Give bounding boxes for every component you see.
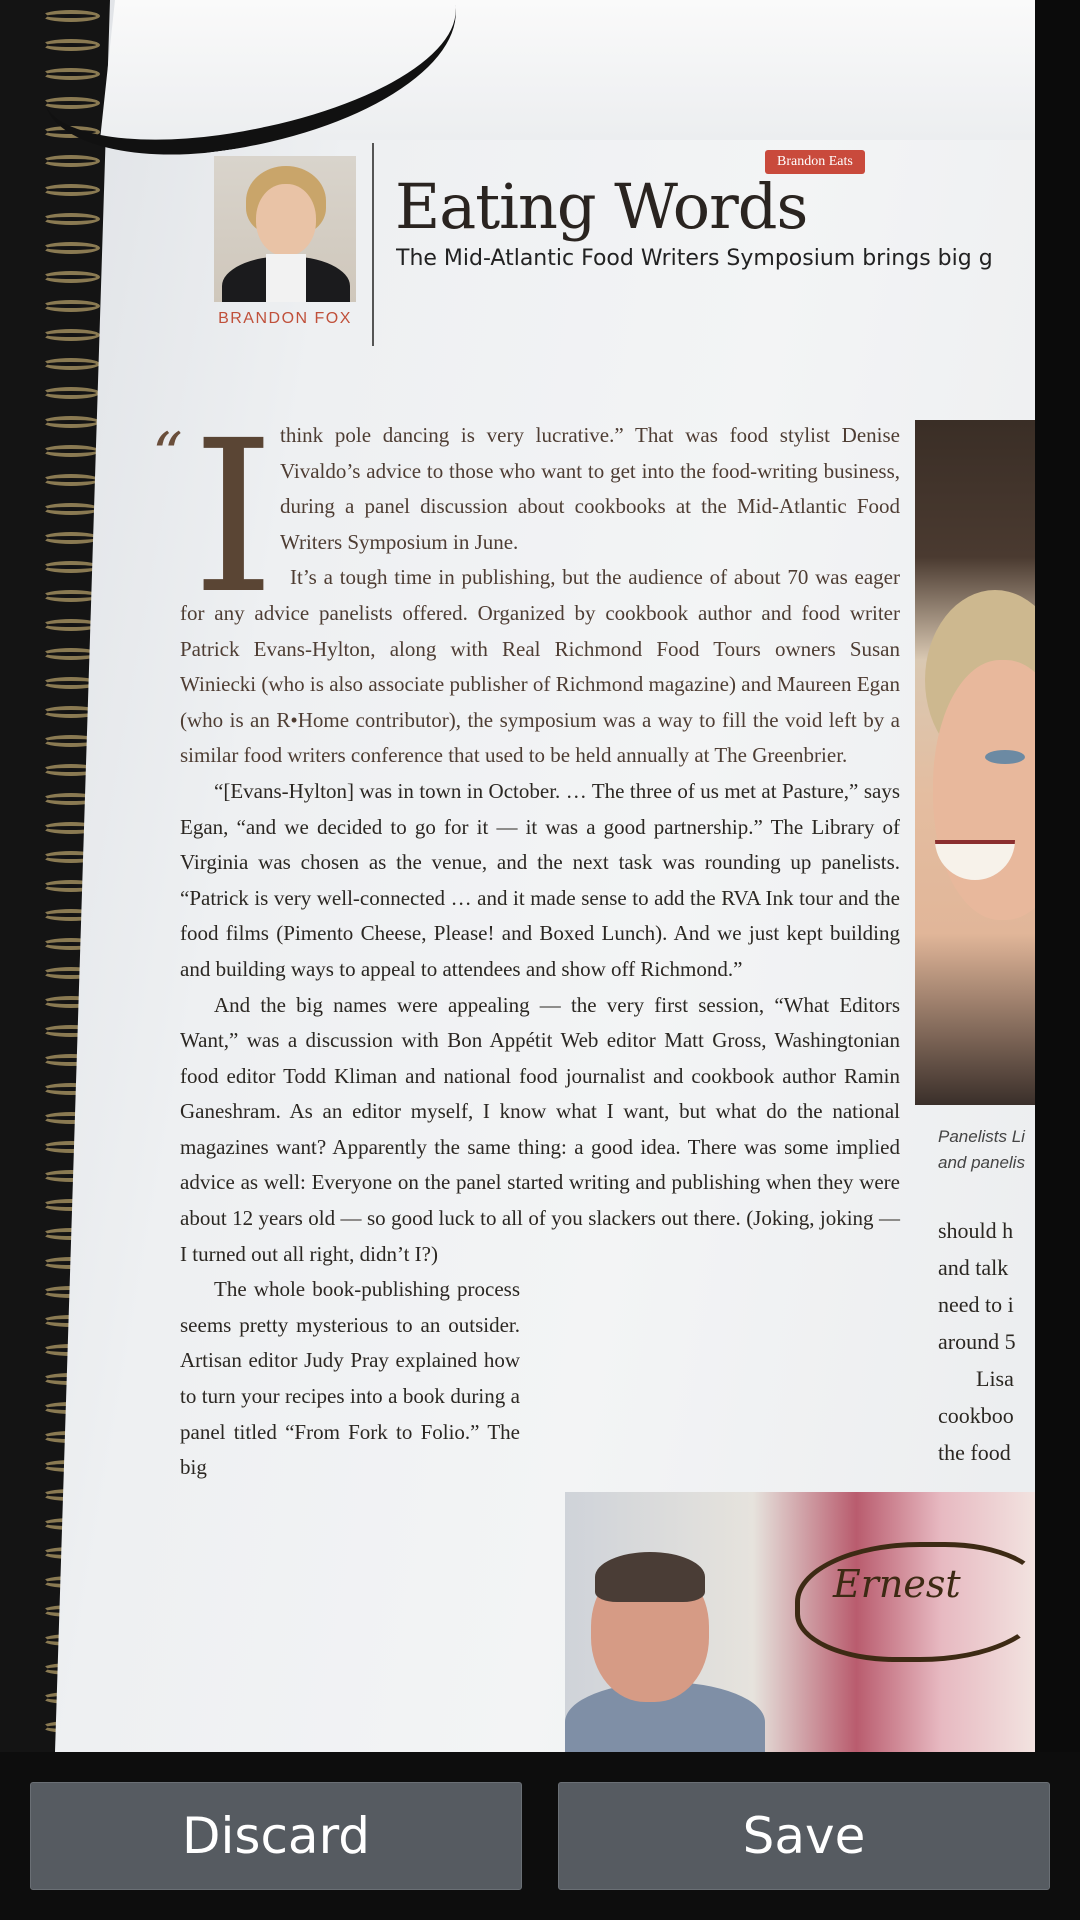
binding-coil bbox=[42, 358, 100, 370]
binding-coil bbox=[42, 300, 100, 312]
binding-coil bbox=[42, 445, 100, 457]
binding-coil bbox=[42, 387, 100, 399]
event-photo bbox=[565, 1492, 1035, 1752]
binding-coil bbox=[42, 416, 100, 428]
caption-line: Panelists Li bbox=[938, 1127, 1025, 1146]
binding-coil bbox=[42, 329, 100, 341]
paragraph-4: And the big names were appealing — the very first session, “What Editors Want,” was a discussion with Bon Appétit Web editor Matt Gross, Washingtonian food editor Todd Kliman and national food journalist and cookbook author Ramin Ganeshram. As an editor myself, I know what I want, but what do the national magazines want? Apparently the same thing: a good idea. There was some implied advice as well: Everyone on the panel started writing and publishing when they were about 12 years old — so good luck to all of you slackers out there. (Joking, joking — I turned out all right, didn’t I?) bbox=[180, 992, 900, 1266]
caption-line: and panelis bbox=[938, 1153, 1025, 1172]
side-line: around 5 bbox=[938, 1329, 1016, 1354]
author-name: BRANDON FOX bbox=[218, 310, 352, 327]
paragraph-1: think pole dancing is very lucrative.” That was food stylist Denise Vivaldo’s advice to those who want to get into the food-writing business, during a panel discussion about cookbooks at the Mid-Atlantic Food Writers Symposium in June. bbox=[280, 423, 900, 554]
side-line: and talk bbox=[938, 1255, 1009, 1280]
binding-coil bbox=[42, 184, 100, 196]
binding-coil bbox=[42, 561, 100, 573]
photo-caption bbox=[938, 1124, 1038, 1176]
side-line: the food bbox=[938, 1440, 1011, 1465]
open-quote-mark: “ bbox=[152, 420, 183, 490]
discard-button[interactable]: Discard bbox=[30, 1782, 522, 1890]
panelist-photo bbox=[915, 420, 1035, 1105]
side-line: should h bbox=[938, 1218, 1014, 1243]
column-tag: Brandon Eats bbox=[765, 150, 865, 174]
binding-coil bbox=[42, 503, 100, 515]
paragraph-2: It’s a tough time in publishing, but the audience of about 70 was eager for any advice panelists offered. Organized by cookbook author and food writer Patrick Evans-Hylton, along with Real Richmond Food Tours owners Susan Winiecki (who is also associate publisher of Richmond magazine) and Maureen Egan (who is an R•Home contributor), the symposium was a way to fill the void left by a similar food writers conference that used to be held annually at The Greenbrier. bbox=[180, 565, 900, 768]
drop-cap: I bbox=[192, 395, 275, 640]
article-title: Eating Words bbox=[395, 170, 808, 243]
side-line: need to i bbox=[938, 1292, 1014, 1317]
side-line: cookboo bbox=[938, 1403, 1014, 1428]
binding-coil bbox=[42, 213, 100, 225]
binding-coil bbox=[42, 242, 100, 254]
header-divider bbox=[372, 143, 374, 346]
article-subtitle: The Mid-Atlantic Food Writers Symposium brings big g bbox=[396, 246, 993, 271]
article-body bbox=[180, 395, 900, 1486]
binding-coil bbox=[42, 271, 100, 283]
author-photo bbox=[214, 156, 356, 302]
binding-coil bbox=[42, 155, 100, 167]
paragraph-5: The whole book-publishing process seems pretty mysterious to an outsider. Artisan editor Judy Pray explained how to turn your recipes into a book during a panel titled “From Fork to Folio.” The big bbox=[180, 1277, 520, 1480]
binding-coil bbox=[42, 474, 100, 486]
sign-lettering: Ernest bbox=[833, 1562, 961, 1606]
side-column-text bbox=[938, 1212, 1038, 1471]
paragraph-3: “[Evans-Hylton] was in town in October. … The three of us met at Pasture,” says Egan, “and we decided to go for it — it was a good partnership.” The Library of Virginia was chosen as the venue, and the next task was rounding up panelists. “Patrick is very well-connected … and it made sense to add the RVA Ink tour and the food films (Pimento Cheese, Please! and Boxed Lunch). And we just kept building and building ways to appeal to attendees and show off Richmond.” bbox=[180, 778, 900, 981]
save-button[interactable]: Save bbox=[558, 1782, 1050, 1890]
side-line: Lisa bbox=[976, 1366, 1014, 1391]
binding-coil bbox=[42, 532, 100, 544]
